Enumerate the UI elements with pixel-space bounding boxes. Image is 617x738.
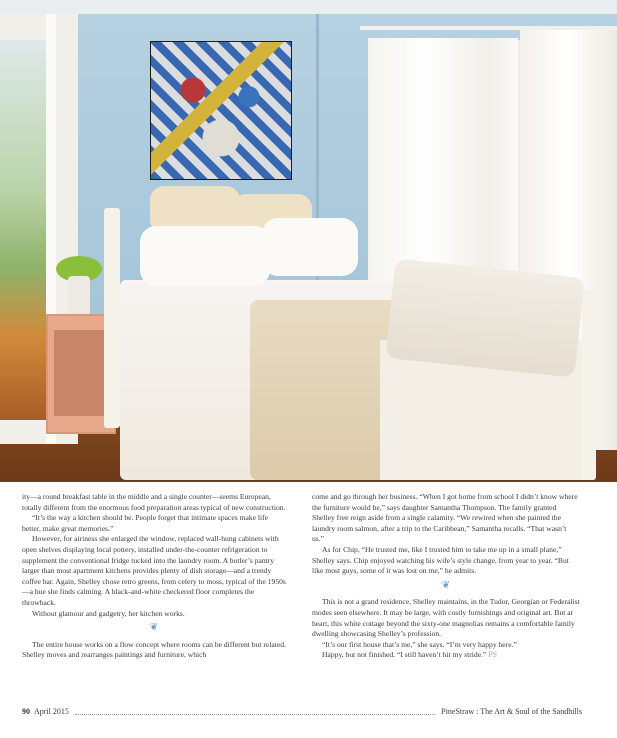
pillow xyxy=(262,218,358,276)
paragraph: The entire house works on a flow concept where rooms can be different but related. Shelley moves and rearranges paintings and furniture, which xyxy=(22,639,286,660)
magazine-name: PineStraw : The Art & Soul of the Sandhills xyxy=(441,706,582,716)
paragraph: come and go through her business. “When I got home from school I didn’t know where the furniture would be,” says daughter Samantha Thompson. The family granted Shelley free reign aside from a single calamity. “We rewired when she painted the laundry room salmon, after a trip to the Caribbean,” Samantha recalls. “That wasn’t us.” xyxy=(312,492,578,544)
article-column-right xyxy=(312,492,580,661)
pillow xyxy=(140,226,270,286)
issue-date: April 2015 xyxy=(34,706,69,716)
bed-post-right xyxy=(582,290,596,480)
ceiling-trim xyxy=(0,0,617,14)
paragraph-final-text: Happy, but not finished. “I still haven’t hit my stride.” xyxy=(322,650,487,660)
paragraph-final xyxy=(312,650,580,661)
section-ornament-icon: ❦ xyxy=(441,579,451,591)
vase xyxy=(68,276,90,316)
page-number: 90 xyxy=(22,706,30,716)
article-column-left xyxy=(22,492,286,661)
bed-post-left xyxy=(104,208,120,428)
page-footer xyxy=(22,705,582,717)
section-ornament-icon: ❦ xyxy=(149,622,159,634)
paragraph: Without glamour and gadgetry, her kitchen works. xyxy=(32,608,185,618)
end-mark: PS xyxy=(488,650,498,660)
paragraph: “It’s the way a kitchen should be. People forget that intimate spaces make life better, make great memories.” xyxy=(22,513,269,533)
paragraph: “It’s our first house that’s me,” she says. “I’m very happy here.” xyxy=(322,639,517,649)
throw-blanket xyxy=(385,258,584,377)
dotted-leader xyxy=(75,708,435,715)
doorway-view xyxy=(0,40,48,420)
paragraph: ity—a round breakfast table in the middle and a single counter—seems European, totally different from the enormous food preparation areas typical of new construction. xyxy=(22,492,286,512)
paragraph: This is not a grand residence, Shelley maintains, in the Tudor, Georgian or Federalist modes seen elsewhere. It may be large, with costly furnishings and original art. But at heart, this white cottage beyond the sixty-one magnolias remains a comfortable family dwelling showcasing Shelley’s profession. xyxy=(312,597,580,639)
wall-painting xyxy=(150,41,292,180)
paragraph: However, for airiness she enlarged the window, replaced wall-hung cabinets with open shelves displaying local pottery, installed under-the-counter refrigeration to supplement the conventional fridge tucked into the laundry room. A butler’s pantry larger than most apartment kitchens provides plenty of dish storage—and a trendy coffee bar. Again, Shelley chose retro greens, from celery to moss, typical of the 1950s—a hue she finds calming. A black-and-white checkered floor completes the throwback. xyxy=(22,534,286,607)
paragraph: As for Chip, “He trusted me, like I trusted him to take me up in a small plane,” Shelley says. Chip enjoyed watching his wife’s style change, from year to year. “But like most guys, some of it was lost on me,” he admits. xyxy=(312,544,569,576)
